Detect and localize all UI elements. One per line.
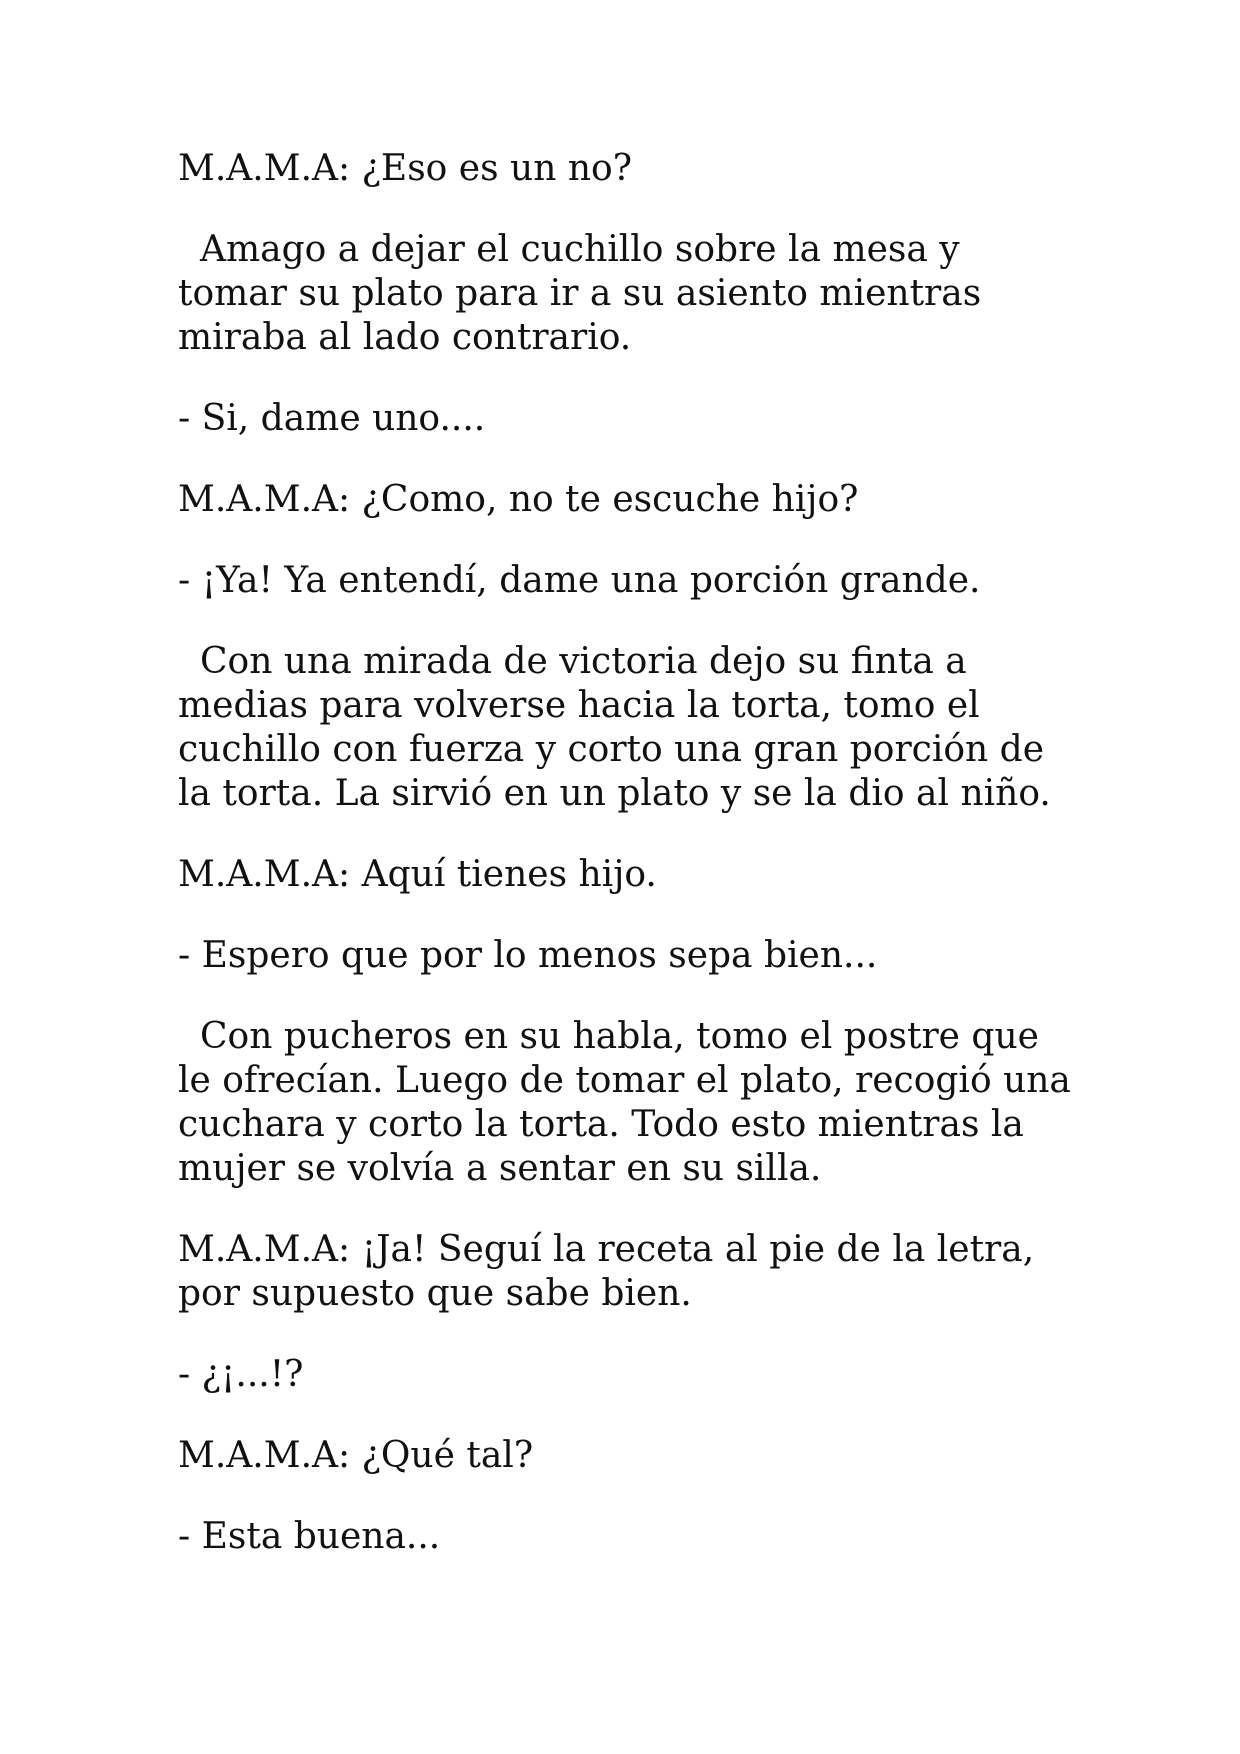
paragraph: M.A.M.A: Aquí tienes hijo. <box>178 854 657 895</box>
paragraph: M.A.M.A: ¿Eso es un no? <box>178 148 632 189</box>
paragraph: Amago a dejar el cuchillo sobre la mesa y tomar su plato para ir a su asiento mientras miraba al lado contrario. <box>178 229 982 358</box>
document-body <box>178 147 1078 1596</box>
paragraph: - Espero que por lo menos sepa bien... <box>178 935 878 976</box>
paragraph: - Esta buena... <box>178 1516 441 1557</box>
paragraph: - ¿¡...!? <box>178 1354 304 1395</box>
paragraph: M.A.M.A: ¿Qué tal? <box>178 1435 534 1476</box>
paragraph: Con pucheros en su habla, tomo el postre que le ofrecían. Luego de tomar el plato, recogió una cuchara y corto la torta. Todo esto mientras la mujer se volvía a sentar en su silla. <box>178 1016 1071 1189</box>
paragraph: - Si, dame uno.... <box>178 398 486 439</box>
paragraph: M.A.M.A: ¡Ja! Seguí la receta al pie de la letra, por supuesto que sabe bien. <box>178 1229 1035 1314</box>
paragraph: - ¡Ya! Ya entendí, dame una porción grande. <box>178 560 981 601</box>
paragraph: Con una mirada de victoria dejo su finta a medias para volverse hacia la torta, tomo el cuchillo con fuerza y corto una gran porción de la torta. La sirvió en un plato y se la dio al niño. <box>178 641 1051 814</box>
paragraph: M.A.M.A: ¿Como, no te escuche hijo? <box>178 479 859 520</box>
